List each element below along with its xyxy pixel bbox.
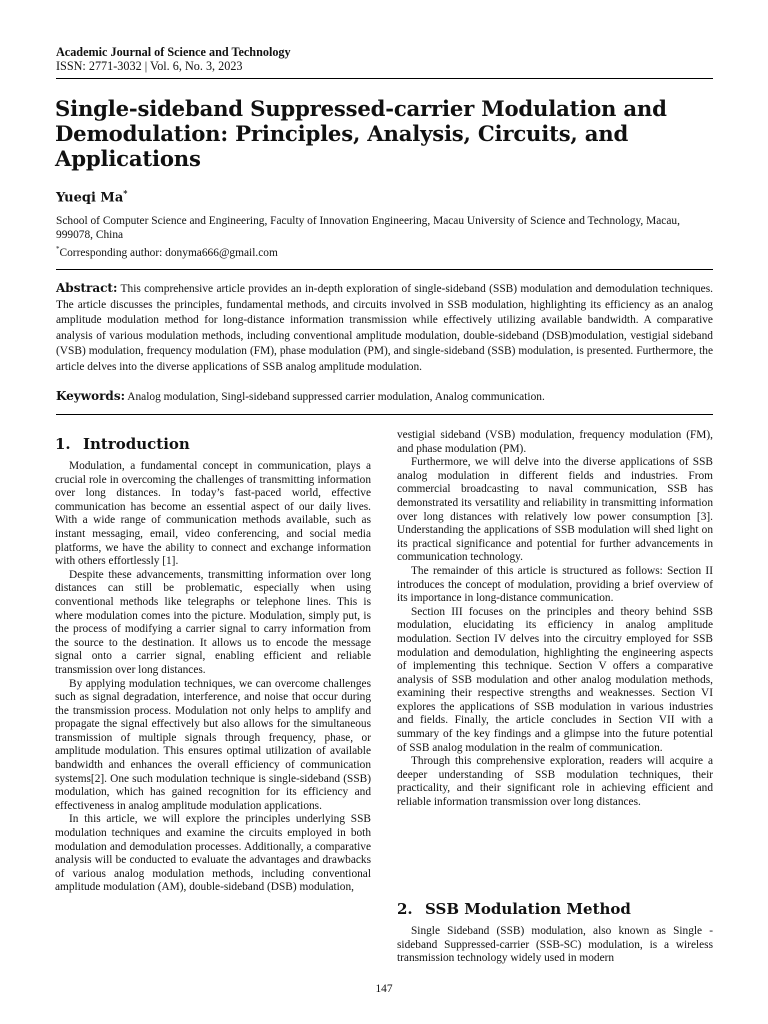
paragraph: Despite these advancements, transmitting information over long distances can still be problematic, especially when using conventional methods like telegraphs or telephone lines. This is where modulation comes into the picture. Modulation, simply put, is the process of modifying a carrier signal to carry information from the source to the destination. It allows us to encode the message signal onto a carrier signal, enabling efficient and reliable transmission over long distances. — [55, 568, 371, 676]
section-2-number: 2. — [397, 900, 413, 918]
paragraph: Modulation, a fundamental concept in communication, plays a crucial role in overcoming the challenges of transmitting information over long distances. In today’s fast-paced world, effective communication has become an essential aspect of our daily lives. With a wide range of communication methods available, such as instant messaging, email, video conferencing, and social media platforms, we have the ability to connect and exchange information with others effortlessly [1]. — [55, 460, 371, 568]
page-number: 147 — [375, 983, 393, 995]
paper-title: Single-sideband Suppressed-carrier Modulation and Demodulation: Principles, Analysis, Circuits, and Applications — [55, 96, 667, 171]
paragraph: By applying modulation techniques, we can overcome challenges such as signal degradation, interference, and noise that occur during the transmission process. Modulation not only helps to amplify and propagate the signal effectively but also allows for the simultaneous transmission of multiple signals through frequency, phase, or amplitude modulation. This ensures optimal utilization of available bandwidth and enhances the overall efficiency of communication systems[2]. One such modulation technique is single-sideband (SSB) modulation, which has gained recognition for its efficiency and effectiveness in analog amplitude modulation applications. — [55, 677, 371, 812]
author-mark: * — [123, 188, 128, 198]
paragraph: Furthermore, we will delve into the diverse applications of SSB analog modulation in different fields and industries. From commercial broadcasting to naval communication, SSB has demonstrated its versatility and reliability in transmitting information over long distances with relatively low power consumption [3]. Understanding the applications of SSB modulation will shed light on its practical significance and potential for further advancements in communication technology. — [397, 456, 713, 564]
paragraph: The remainder of this article is structured as follows: Section II introduces the concept of modulation, providing a brief overview of its importance in long-distance communication. — [397, 564, 713, 605]
corresponding-author — [56, 242, 713, 260]
paragraph: Section III focuses on the principles and theory behind SSB modulation, elucidating its efficiency in analog amplitude modulation. Section IV delves into the circuitry employed for SSB modulation and demodulation, highlighting the engineering aspects of implementing this technique. Section V offers a comparative analysis of SSB modulation and other analog modulation methods, examining their respective strengths and weaknesses. Section VI explores the applications of SSB modulation in various industries and fields. Finally, the article concludes in Section VII with a summary of the key findings and a glimpse into the future potential of SSB analog modulation in the realm of communication. — [397, 605, 713, 754]
keywords — [56, 389, 713, 405]
paragraph: Single Sideband (SSB) modulation, also known as Single -sideband Suppressed-carrier (SSB-SC) modulation, is a wireless transmission technology widely used in modern — [397, 925, 713, 965]
section-2-heading — [397, 900, 631, 918]
author — [56, 188, 127, 205]
right-column — [397, 429, 713, 810]
affiliation-address: School of Computer Science and Engineering, Faculty of Innovation Engineering, Macau University of Science and Technology, Macau, 999078, China — [56, 215, 680, 241]
section-2-body — [397, 925, 713, 966]
paragraph-continuation: vestigial sideband (VSB) modulation, frequency modulation (FM), and phase modulation (PM). — [397, 429, 713, 455]
journal-name: Academic Journal of Science and Technology — [56, 45, 291, 59]
left-column — [55, 460, 371, 895]
corresponding-text: Corresponding author: donyma666@gmail.com — [59, 246, 278, 259]
author-name: Yueqi Ma — [56, 190, 124, 206]
keywords-label: Keywords: — [56, 389, 126, 403]
section-2-title: SSB Modulation Method — [425, 900, 631, 918]
abstract-text: This comprehensive article provides an in-depth exploration of single-sideband (SSB) modulation and demodulation techniques. The article discusses the principles, fundamental methods, and circuits involved in SSB modulation, highlighting its efficiency as an analog amplitude modulation method for long-distance information transmission while effectively utilizing available bandwidth. A comparative analysis of various modulation methods, including conventional amplitude modulation, double-sideband (DSB)modulation, vestigial sideband (VSB) modulation, frequency modulation (FM), phase modulation (PM), and single-sideband (SSB) modulation, is presented. Furthermore, the article delves into the diverse applications of SSB analog amplitude modulation. — [56, 283, 713, 373]
paragraph: Through this comprehensive exploration, readers will acquire a deeper understanding of SSB modulation techniques, their practicality, and their significant role in achieving efficient and reliable information transmission over long distances. — [397, 755, 713, 809]
header-rule — [56, 78, 713, 79]
keywords-text: Analog modulation, Singl-sideband suppressed carrier modulation, Analog communication. — [127, 391, 545, 403]
section-1-number: 1. — [55, 435, 71, 453]
journal-header — [56, 45, 713, 73]
corresponding-mark: * — [56, 245, 60, 253]
affiliation — [56, 214, 713, 260]
abstract — [56, 281, 713, 376]
issn-line: ISSN: 2771-3032 | Vol. 6, No. 3, 2023 — [56, 59, 243, 73]
paragraph: In this article, we will explore the principles underlying SSB modulation techniques and examine the circuits employed in both modulation and demodulation processes. Additionally, a comparative analysis will be conducted to evaluate the advantages and drawbacks of various analog modulation methods, including conventional amplitude modulation (AM), double-sideband (DSB) modulation, — [55, 813, 371, 894]
abstract-label: Abstract: — [56, 281, 118, 295]
section-1-title: Introduction — [83, 435, 190, 453]
abstract-rule-top — [56, 269, 713, 270]
abstract-rule-bottom — [56, 414, 713, 415]
section-1-heading — [55, 435, 190, 453]
